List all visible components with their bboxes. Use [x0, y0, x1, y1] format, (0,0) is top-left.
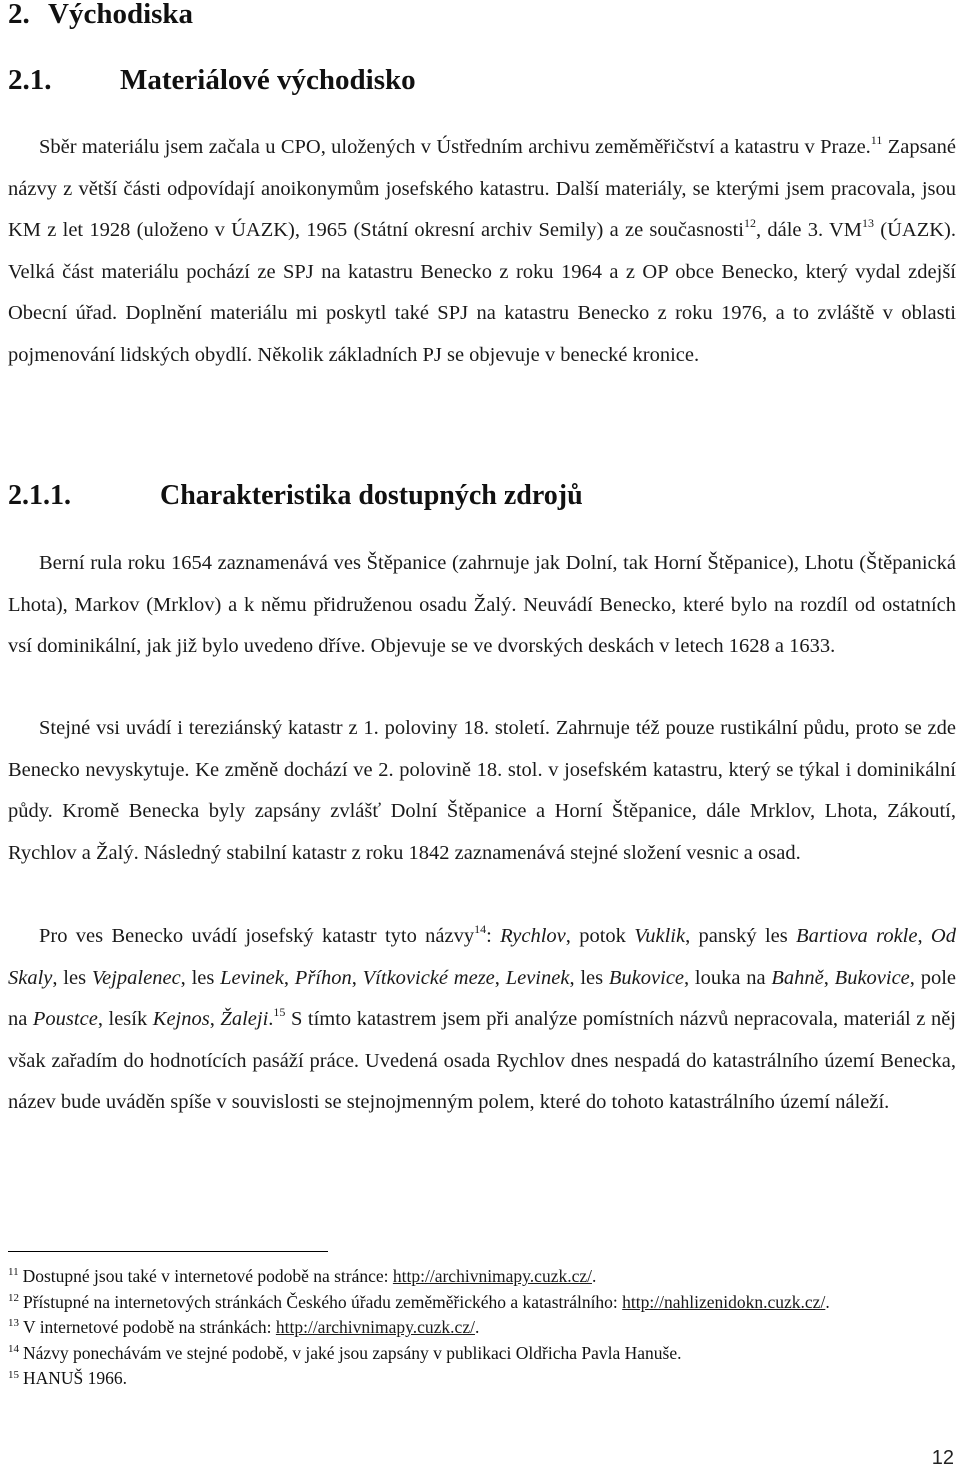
section-number: 2.1. — [8, 64, 52, 96]
footnote-11: $^{11}$ Dostupné jsou také v internetové podobě na stránce: http://archivnimapy.cuzk.cz/. — [8, 1266, 597, 1286]
footnote-12: $^{12}$ Přístupné na internetových stránkách Českého úřadu zeměměřického a katastrálního: http://nahlizenidokn.cuzk.cz/. — [8, 1291, 830, 1312]
footnotes — [8, 1264, 956, 1392]
paragraph-tereziansky-katastr: Stejné vsi uvádí i tereziánský katastr z 1. poloviny 18. století. Zahrnuje též pouze rustikální půdu, proto se zde Benecko nevyskytuje. Ke změně dochází ve 2. polovině 18. stol. v josefském katastru, který se týkal i dominikální půdy. Kromě Benecka byly zapsány zvlášť Dolní Štěpanice a Horní Štěpanice, dále Mrklov, Lhota, Zákoutí, Rychlov a Žalý. Následný stabilní katastr z roku 1842 zaznamenává stejné složení vesnic a osad. — [8, 717, 956, 864]
footnote-ref-14[interactable]: 14 — [474, 922, 487, 937]
chapter-title: Východiska — [48, 0, 194, 30]
footnote-15: $^{15}$ HANUŠ 1966. — [8, 1368, 128, 1389]
footnote-ref-12[interactable]: 12 — [743, 216, 756, 231]
footnote-ref-11[interactable]: 11 — [870, 133, 883, 148]
section-title: Materiálové východisko — [120, 64, 416, 96]
footnote-13: $^{13}$ V internetové podobě na stránkách: http://archivnimapy.cuzk.cz/. — [8, 1317, 480, 1338]
subsection-title: Charakteristika dostupných zdrojů — [160, 480, 583, 511]
paragraph-josefsky-katastr: Pro ves Benecko uvádí josefský katastr tyto názvy$^{14}$: Rychlov, potok Vuklik, panský les Bartiova rokle, Od Skaly, les Vejpalenec, les Levinek, Příhon, Vítkovické meze, Levinek, les Bukovice, louka na Bahně, Bukovice, pole na Poustce, lesík Kejnos, Žaleji.$^{15}$ S tímto katastrem jsem při analýze pomístních názvů nepracovala, materiál z něj však zařadím do hodnotících pasáží práce. Uvedená osada Rychlov dnes nespadá do katastrálního území Benecka, název bude uváděn spíše v souvislosti se stejnojmenným polem, které do tohoto katastrálního území náleží. — [8, 922, 957, 1113]
footnote-ref-13[interactable]: 13 — [862, 216, 875, 231]
paragraph-berni-rula: Berní rula roku 1654 zaznamenává ves Štěpanice (zahrnuje jak Dolní, tak Horní Štěpanice), Lhotu (Štěpanická Lhota), Markov (Mrklov) a k němu přidruženou osadu Žalý. Neuvádí Benecko, které bylo na rozdíl od ostatních vsí dominikální, jak již bylo uvedeno dříve. Objevuje se ve dvorských deskách v letech 1628 a 1633. — [8, 552, 956, 657]
footnote-ref-15[interactable]: 15 — [273, 1005, 286, 1020]
subsection-heading — [8, 480, 583, 512]
subsection-number: 2.1.1. — [8, 480, 71, 511]
page-number: 12 — [931, 1447, 954, 1469]
section-heading — [8, 64, 416, 97]
footnote-link-archivnimapy[interactable]: http://archivnimapy.cuzk.cz/ — [392, 1266, 592, 1286]
chapter-number: 2. — [8, 0, 30, 30]
footnote-link-nahlizenidokn[interactable]: http://nahlizenidokn.cuzk.cz/ — [622, 1291, 826, 1312]
footnote-separator — [8, 1251, 328, 1252]
chapter-heading — [8, 0, 193, 31]
footnote-14: $^{14}$ Názvy ponechávám ve stejné podobě, v jaké jsou zapsány v publikaci Oldřicha Pavla Hanuše. — [8, 1342, 682, 1363]
footnote-link-archivnimapy-2[interactable]: http://archivnimapy.cuzk.cz/ — [275, 1317, 475, 1338]
paragraph-material-sources: Sběr materiálu jsem začala u CPO, uložených v Ústředním archivu zeměměřičství a katastru v Praze.$^{11}$ Zapsané názvy z větší části odpovídají anoikonymům josefského katastru. Další materiály, se kterými jsem pracovala, jsou KM z let 1928 (uloženo v ÚAZK), 1965 (Státní okresní archiv Semily) a ze současnosti$^{12}$, dále 3. VM$^{13}$ (ÚAZK). Velká část materiálu pochází ze SPJ na katastru Benecko z roku 1964 a z OP obce Benecko, který vydal zdejší Obecní úřad. Doplnění materiálu mi poskytl také SPJ na katastru Benecko z roku 1976, a to zvláště v oblasti pojmenování lidských obydlí. Několik základních PJ se objevuje v benecké kronice. — [8, 133, 956, 366]
